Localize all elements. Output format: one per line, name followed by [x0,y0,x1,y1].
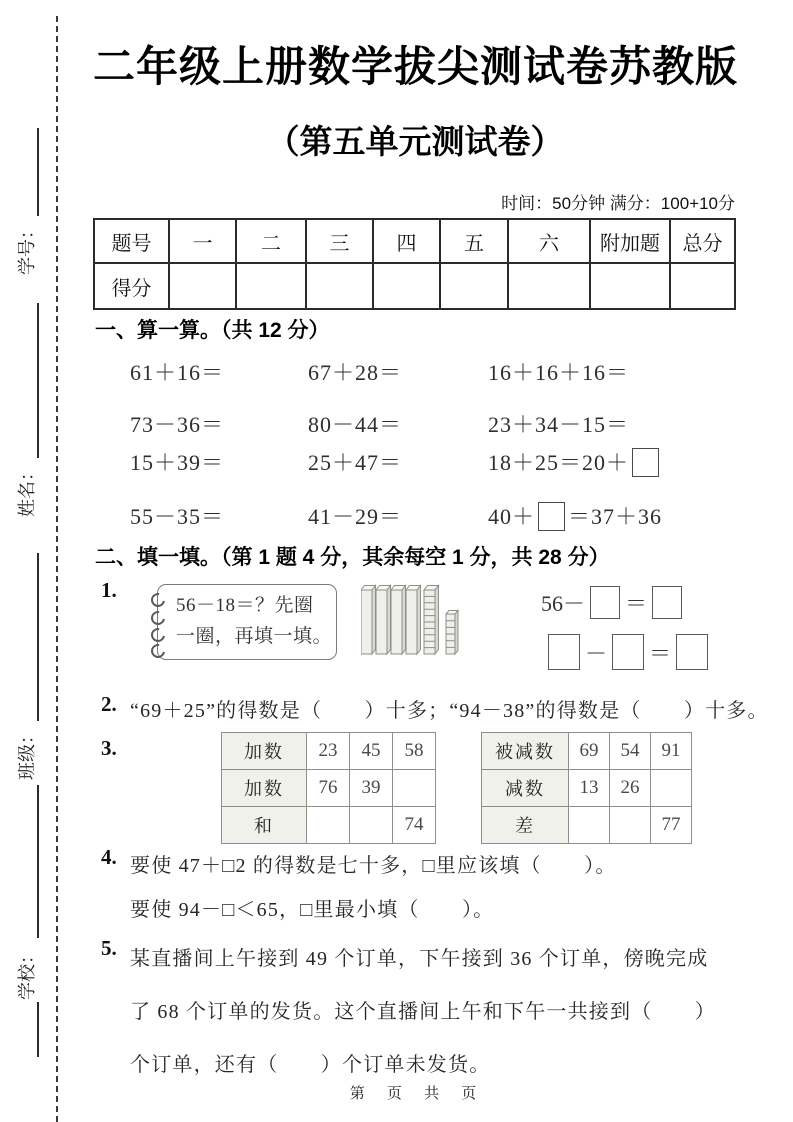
answer-box [548,634,580,670]
write-line [37,785,39,938]
math-problem: 80－44＝ [308,412,403,437]
score-blank-cell [373,263,440,309]
row-label: 加数 [222,770,307,807]
question-number: 5. [101,936,117,960]
math-problem: 25＋47＝ [308,450,403,475]
table-row [222,807,436,844]
score-header-cell: 五 [440,219,508,263]
math-problem: 61＋16＝ [130,360,225,385]
equation-text: ＝ [649,640,672,666]
equation-text: ＝ [625,591,648,616]
table-cell [610,807,651,844]
question-text: 了 68 个订单的发货。这个直播间上午和下午一共接到（ ） [130,1001,716,1023]
table-cell: 76 [307,770,350,807]
table-cell: 54 [610,733,651,770]
problem-row [130,500,730,531]
math-problem-with-box [488,446,662,477]
score-header-cell: 三 [306,219,373,263]
table-cell [569,807,610,844]
subtraction-table [481,732,692,844]
table-row [222,770,436,807]
row-label: 加数 [222,733,307,770]
sidebar-label-name: 姓名： [17,463,37,517]
score-blank-cell [508,263,590,309]
math-problem: 15＋39＝ [130,450,225,475]
question-2 [93,692,769,726]
math-problem: 16＋16＋16＝ [488,360,630,385]
equation-text: － [585,640,608,666]
equation-text: 56－ [541,591,586,616]
question-number: 4. [101,845,117,869]
answer-box [590,586,620,619]
spiral-ring-icon [148,625,167,644]
note-text: 56－18＝？先圈 [176,595,314,616]
table-cell: 74 [393,807,436,844]
score-blank-cell [169,263,236,309]
math-problem: 55－35＝ [130,504,225,529]
question-3 [93,728,737,844]
answer-box [676,634,708,670]
score-header-cell: 总分 [670,219,735,263]
equation-blank-2 [543,634,713,670]
row-label: 和 [222,807,307,844]
sidebar-label-school: 学校： [17,946,37,1000]
question-text: 要使 94－□＜65，□里最小填（ ）。 [130,899,495,921]
score-blank-cell [670,263,735,309]
write-line [37,128,39,216]
equation-blank-1 [541,586,687,619]
table-row [482,807,692,844]
table-cell: 13 [569,770,610,807]
table-cell [307,807,350,844]
question-text: 要使 47＋□2 的得数是七十多，□里应该填（ ）。 [130,855,617,877]
table-row [222,733,436,770]
base-ten-blocks-image [361,582,465,662]
table-cell: 23 [307,733,350,770]
sidebar-label-student-id: 学号： [17,221,37,275]
problem-text: ＝37＋36 [568,504,663,529]
table-cell [350,807,393,844]
row-label: 差 [482,807,569,844]
score-header-cell: 六 [508,219,590,263]
math-problem: 41－29＝ [308,504,403,529]
math-problem: 73－36＝ [130,412,225,437]
table-cell [393,770,436,807]
score-blank-cell [306,263,373,309]
answer-box [612,634,644,670]
score-blank-cell [440,263,508,309]
table-cell: 69 [569,733,610,770]
problem-row [130,446,730,477]
table-cell: 58 [393,733,436,770]
sidebar-label-class: 班级： [17,726,37,780]
table-row [482,733,692,770]
table-cell: 26 [610,770,651,807]
section-one-heading: 一、算一算。（共 12 分） [95,319,330,342]
table-cell [651,770,692,807]
score-table [93,218,736,310]
score-header-cell: 一 [169,219,236,263]
math-problem-with-box [488,500,662,531]
spiral-ring-icon [148,608,167,627]
write-line [37,1002,39,1057]
question-text: 某直播间上午接到 49 个订单，下午接到 36 个订单，傍晚完成 [130,948,709,970]
paper-subtitle: （第五单元测试卷） [266,123,564,160]
note-card [157,584,337,660]
math-problem: 23＋34－15＝ [488,412,630,437]
row-label: 被减数 [482,733,569,770]
problem-text: 40＋ [488,504,536,529]
table-cell: 45 [350,733,393,770]
score-header-cell: 题号 [94,219,169,263]
score-blank-cell [590,263,670,309]
question-number: 3. [101,736,117,760]
answer-box [538,502,565,531]
answer-box [652,586,682,619]
page-footer: 第 页 共 页 [349,1085,481,1102]
question-number: 1. [101,578,117,602]
table-row [482,770,692,807]
question-4 [93,845,737,937]
write-line [37,303,39,458]
paper-content [93,0,769,1122]
problem-text: 18＋25＝20＋ [488,450,630,475]
write-line [37,553,39,721]
addition-table [221,732,436,844]
question-text: 个订单，还有（ ）个订单未发货。 [130,1054,491,1076]
question-5 [93,936,737,1082]
note-text: 一圈，再填一填。 [176,626,333,647]
table-cell: 77 [651,807,692,844]
spiral-ring-icon [148,590,167,609]
question-text: “69＋25”的得数是（ ）十多；“94－38”的得数是（ ）十多。 [130,700,769,722]
score-row-label: 得分 [94,263,169,309]
paper-title: 二年级上册数学拔尖测试卷苏教版 [93,43,739,90]
question-1 [93,578,737,694]
exam-time-score-meta: 时间：50分钟 满分：100+10分 [501,194,735,213]
question-number: 2. [101,692,117,716]
problem-row [130,408,730,439]
table-cell: 39 [350,770,393,807]
score-header-cell: 四 [373,219,440,263]
problem-row [130,356,730,387]
spiral-ring-icon [148,641,167,660]
table-cell: 91 [651,733,692,770]
score-header-cell: 附加题 [590,219,670,263]
math-problem: 67＋28＝ [308,360,403,385]
score-blank-cell [236,263,306,309]
binding-dashed-line [56,16,58,1122]
score-header-cell: 二 [236,219,306,263]
section-two-heading: 二、填一填。（第 1 题 4 分，其余每空 1 分，共 28 分） [95,546,610,569]
score-table-header-row [94,219,735,263]
row-label: 减数 [482,770,569,807]
score-table-score-row [94,263,735,309]
answer-box [632,448,659,477]
